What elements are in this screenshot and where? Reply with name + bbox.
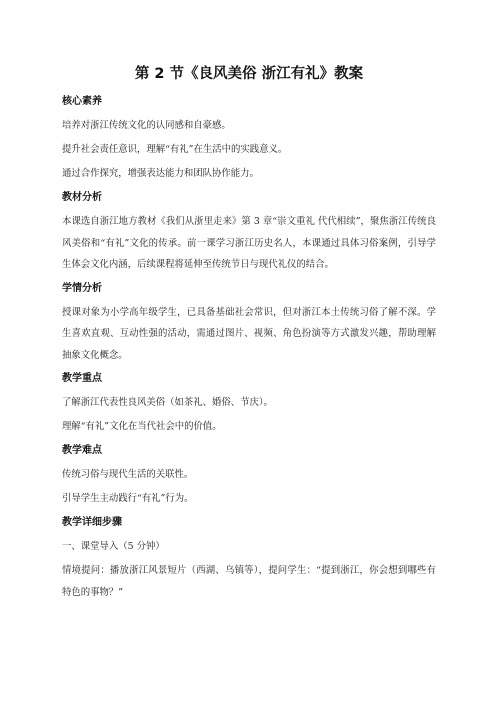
subsection-title: 一、课堂导入（5 分钟） [62, 541, 165, 552]
list-item: 培养对浙江传统文化的认同感和自豪感。 [62, 120, 231, 131]
section-teaching-difficulty [62, 440, 436, 512]
paragraph: 情境提问：播放浙江风景短片（西湖、乌镇等），提问学生：“提到浙江，你会想到哪些有特色的事物？” [62, 565, 436, 598]
document-title: 第 2 节《良风美俗 浙江有礼》教案 [134, 66, 364, 82]
paragraph: 授课对象为小学高年级学生，已具备基础社会常识，但对浙江本土传统习俗了解不深。学生喜欢直观、互动性强的活动，需通过图片、视频、角色扮演等方式激发兴趣，帮助理解抽象文化概念。 [62, 306, 436, 361]
section-heading: 教学难点 [62, 445, 102, 456]
section-teaching-focus [62, 368, 436, 440]
section-heading: 教材分析 [62, 192, 102, 203]
section-heading: 学情分析 [62, 282, 102, 294]
list-item: 通过合作探究，增强表达能力和团队协作能力。 [62, 168, 259, 179]
section-heading: 核心素养 [62, 96, 102, 107]
list-item: 了解浙江代表性良风美俗（如茶礼、婚俗、节庆）。 [62, 397, 273, 408]
section-heading: 教学重点 [62, 373, 102, 384]
section-heading: 教学详细步骤 [62, 517, 122, 528]
section-student-analysis [62, 278, 436, 367]
list-item: 传统习俗与现代生活的关联性。 [62, 469, 194, 480]
list-item: 理解“有礼”文化在当代社会中的价值。 [62, 421, 222, 432]
section-core-literacy [62, 91, 436, 187]
list-item: 提升社会责任意识，理解“有礼”在生活中的实践意义。 [62, 144, 288, 155]
document-page [62, 52, 436, 603]
section-material-analysis [62, 187, 436, 276]
paragraph: 本课选自浙江地方教材《我们从浙里走来》第 3 章“崇文重礼 代代相续”，聚焦浙江传统良风美俗和“有礼”文化的传承。前一课学习浙江历史名人，本课通过具体习俗案例，引导学生体会文化内涵，后续课程将延伸至传统节日与现代礼仪的结合。 [62, 216, 436, 270]
list-item: 引导学生主动践行“有礼”行为。 [62, 493, 194, 504]
section-teaching-steps [62, 512, 436, 603]
